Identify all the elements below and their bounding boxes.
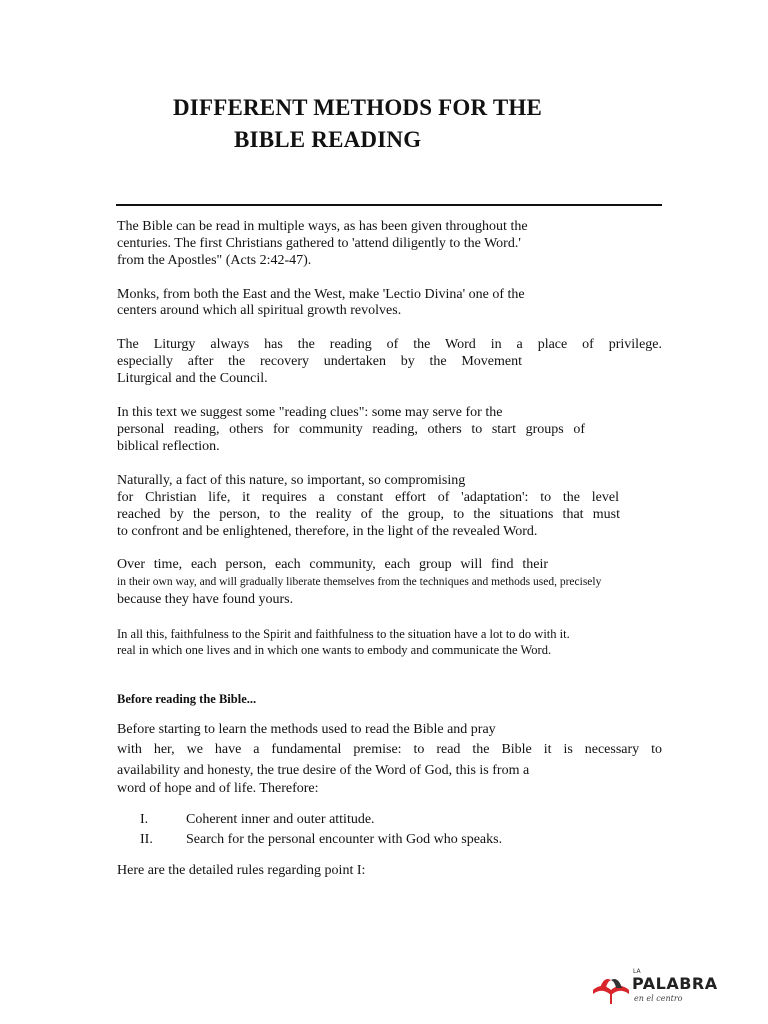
paragraph-1-line-1: The Bible can be read in multiple ways, as has been given throughout the [117, 219, 528, 234]
paragraph-3-line-2: especially after the recovery undertaken by the Movement [117, 354, 522, 369]
paragraph-2-line-2: centers around which all spiritual growth revolves. [117, 303, 402, 318]
paragraph-8-line-2: with her, we have a fundamental premise: to read the Bible it is necessary to [117, 742, 662, 757]
list-item-2: Search for the personal encounter with God who speaks. [186, 832, 503, 847]
paragraph-6-line-1: Over time, each person, each community, each group will find their [117, 557, 548, 572]
document-title-line1: DIFFERENT METHODS FOR THE [173, 95, 543, 120]
closing-line: Here are the detailed rules regarding point I: [117, 863, 366, 878]
paragraph-8-line-3: availability and honesty, the true desire of the Word of God, this is from a [117, 763, 530, 778]
paragraph-3-line-3: Liturgical and the Council. [117, 371, 268, 386]
paragraph-3-line-1: The Liturgy always has the reading of the Word in a place of privilege. [117, 337, 662, 352]
paragraph-8-line-1: Before starting to learn the methods used to read the Bible and pray [117, 722, 496, 737]
paragraph-7-line-1: In all this, faithfulness to the Spirit and faithfulness to the situation have a lot to do with it. [117, 627, 570, 641]
section-heading: Before reading the Bible... [117, 692, 257, 706]
paragraph-5-line-1: Naturally, a fact of this nature, so important, so compromising [117, 473, 466, 488]
paragraph-1-line-3: from the Apostles" (Acts 2:42-47). [117, 253, 312, 268]
list-number-1: I. [140, 812, 149, 827]
document-title-line2: BIBLE READING [234, 127, 422, 152]
paragraph-8-line-4: word of hope and of life. Therefore: [117, 781, 319, 796]
paragraph-1-line-2: centuries. The first Christians gathered to 'attend diligently to the Word.' [117, 236, 521, 251]
paragraph-2-line-1: Monks, from both the East and the West, make 'Lectio Divina' one of the [117, 287, 525, 302]
paragraph-4-line-2: personal reading, others for community reading, others to start groups of [117, 422, 585, 437]
paragraph-5-line-4: to confront and be enlightened, therefore, in the light of the revealed Word. [117, 524, 538, 539]
logo-small-text: LA [633, 968, 641, 975]
paragraph-4-line-3: biblical reflection. [117, 439, 220, 454]
paragraph-6-line-3: because they have found yours. [117, 592, 294, 607]
paragraph-6-line-2: in their own way, and will gradually liberate themselves from the techniques and methods used, precisely [117, 576, 602, 588]
list-item-1: Coherent inner and outer attitude. [186, 812, 375, 827]
list-number-2: II. [140, 832, 153, 847]
paragraph-5-line-3: reached by the person, to the reality of the group, to the situations that must [117, 507, 620, 522]
logo-name: PALABRA [632, 974, 718, 993]
logo-tagline: en el centro [634, 994, 683, 1003]
title-divider [116, 204, 662, 206]
paragraph-4-line-1: In this text we suggest some "reading clues": some may serve for the [117, 405, 503, 420]
paragraph-7-line-2: real in which one lives and in which one wants to embody and communicate the Word. [117, 643, 552, 657]
paragraph-5-line-2: for Christian life, it requires a constant effort of 'adaptation': to the level [117, 490, 619, 505]
